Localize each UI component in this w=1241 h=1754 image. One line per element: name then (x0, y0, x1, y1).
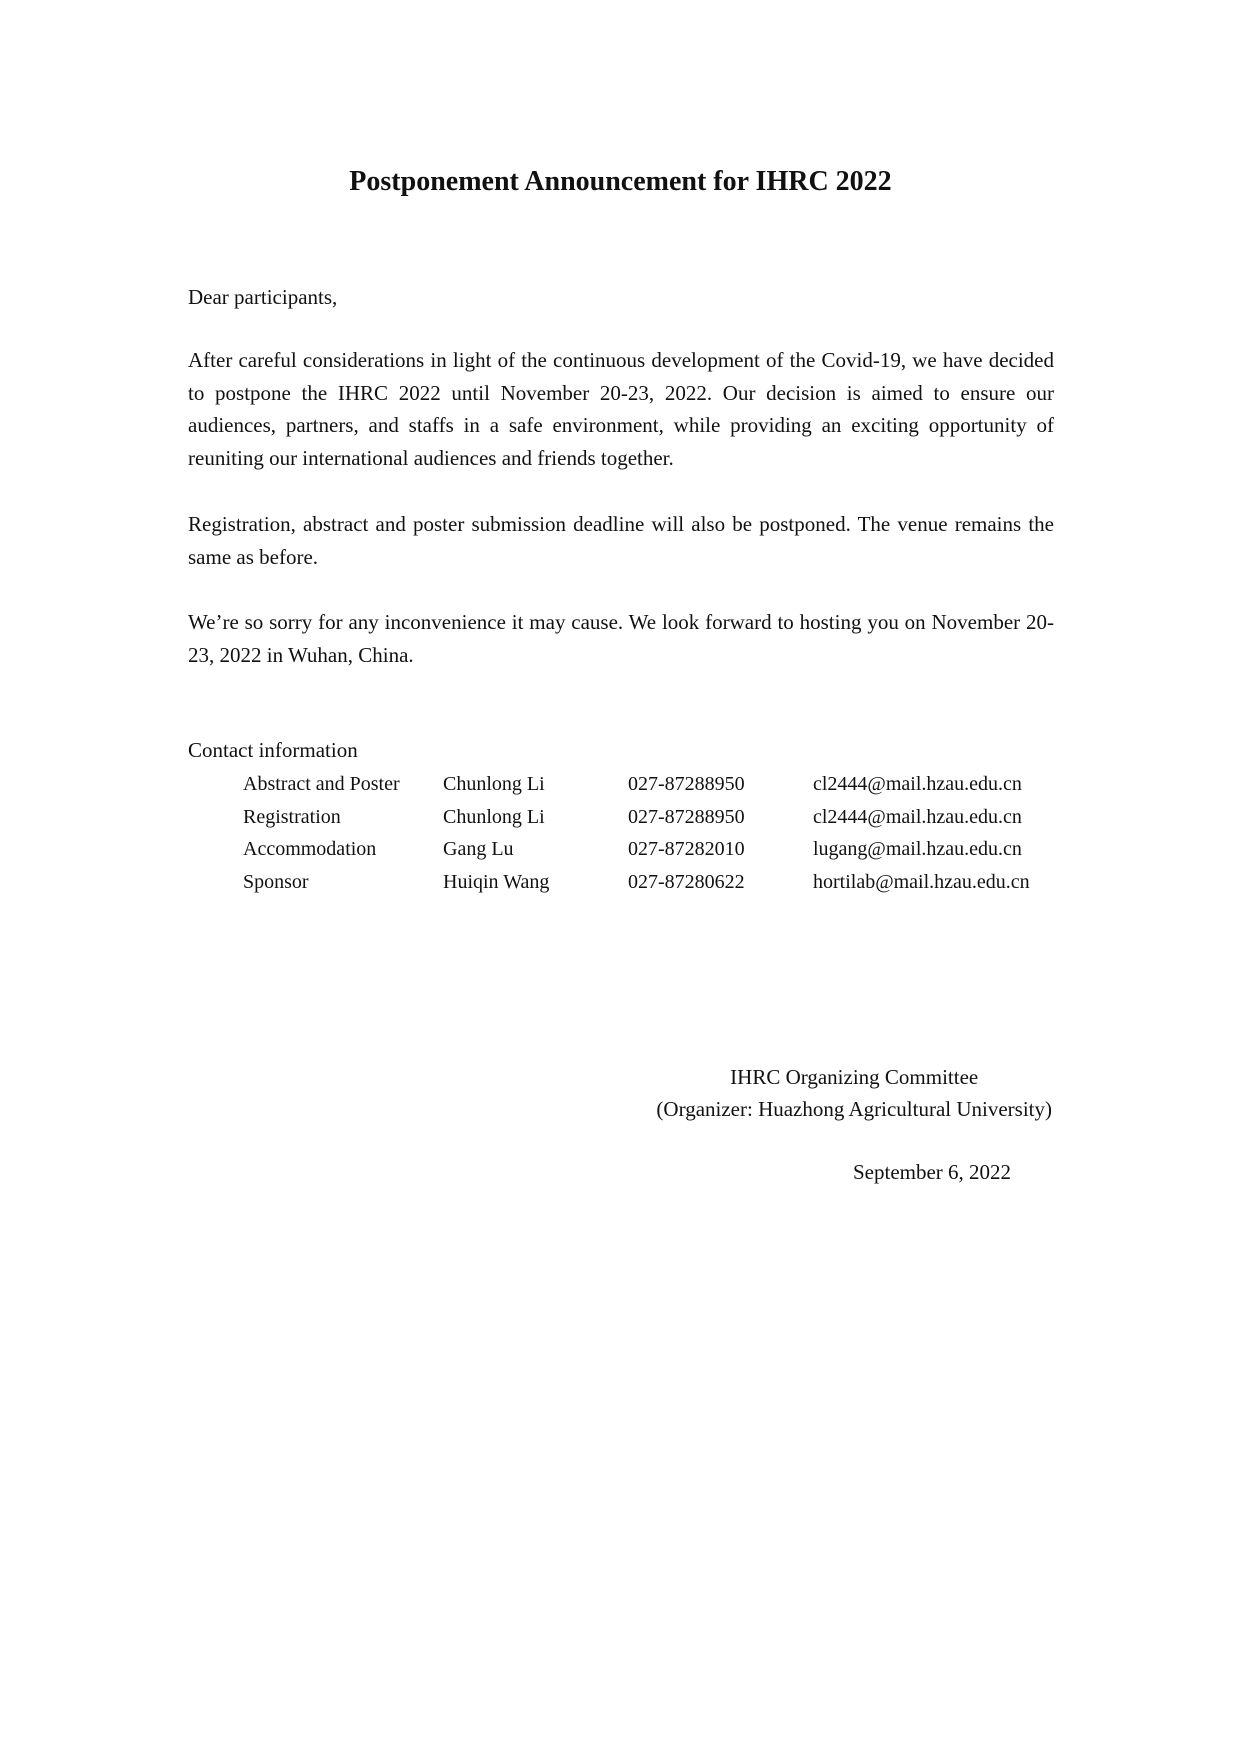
signature-block (656, 1061, 1052, 1125)
signature-organizer: (Organizer: Huazhong Agricultural University) (656, 1097, 1052, 1121)
contact-name: Chunlong Li (443, 773, 545, 795)
signature-committee: IHRC Organizing Committee (730, 1065, 979, 1089)
greeting: Dear participants, (188, 285, 338, 309)
contact-email: hortilab@mail.hzau.edu.cn (813, 870, 1030, 893)
contact-name: Chunlong Li (443, 805, 545, 828)
contact-email: cl2444@mail.hzau.edu.cn (813, 805, 1022, 828)
paragraph-apology: We’re so sorry for any inconvenience it may cause. We look forward to hosting you on November 20-23, 2022 in Wuhan, China. (188, 610, 1054, 667)
contact-phone: 027-87282010 (628, 838, 745, 860)
contact-email: lugang@mail.hzau.edu.cn (813, 838, 1022, 860)
contact-heading: Contact information (188, 738, 358, 762)
contact-role: Abstract and Poster (243, 773, 400, 795)
contact-name: Gang Lu (443, 838, 514, 860)
contact-phone: 027-87280622 (628, 870, 745, 893)
contact-email: cl2444@mail.hzau.edu.cn (813, 773, 1022, 795)
paragraph-postponement: After careful considerations in light of the continuous development of the Covid-19, we have decided to postpone the IHRC 2022 until November 20-23, 2022. Our decision is aimed to ensure our audiences, partners, and staffs in a safe environment, while providing an exciting opportunity of reuniting our international audiences and friends together. (188, 348, 1054, 470)
letter-date: September 6, 2022 (853, 1160, 1012, 1184)
contact-role: Registration (243, 805, 341, 828)
contact-phone: 027-87288950 (628, 805, 745, 828)
paragraph-deadlines: Registration, abstract and poster submission deadline will also be postponed. The venue remains the same as before. (188, 512, 1054, 569)
contact-role: Accommodation (243, 838, 377, 860)
contact-role: Sponsor (243, 870, 309, 893)
contact-phone: 027-87288950 (628, 773, 745, 795)
contact-name: Huiqin Wang (443, 870, 550, 893)
page-title: Postponement Announcement for IHRC 2022 (349, 166, 892, 197)
